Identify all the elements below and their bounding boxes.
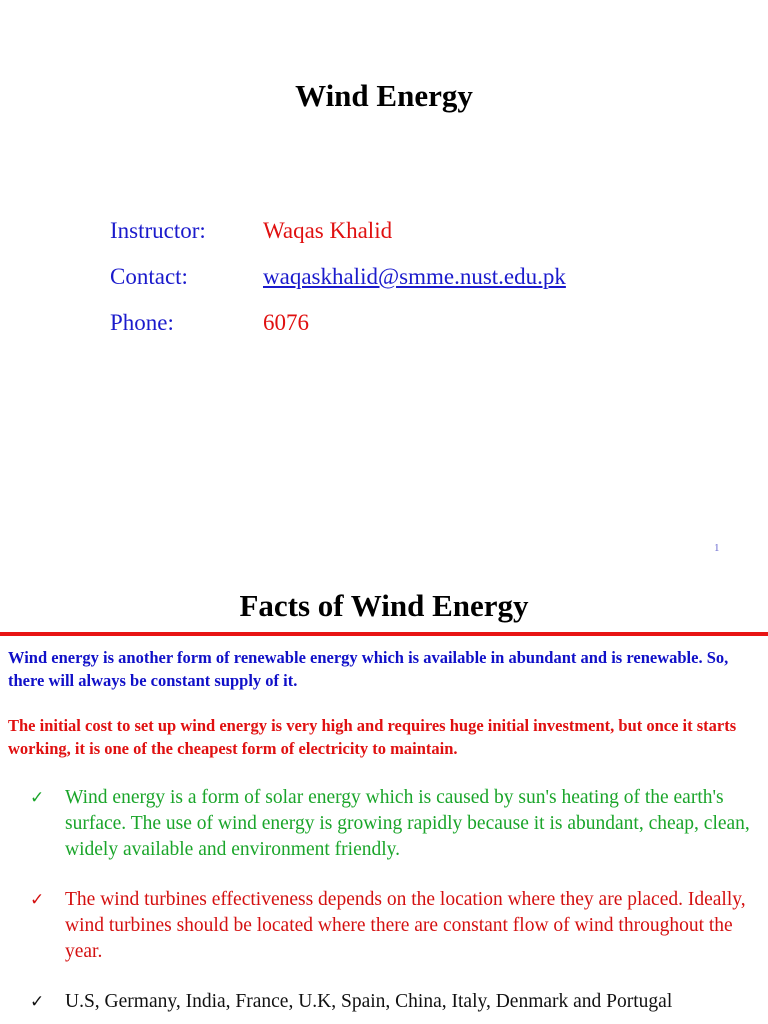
slide-2 xyxy=(0,576,768,1024)
instructor-name: Waqas Khalid xyxy=(263,218,393,243)
paragraph-renewable: Wind energy is another form of renewable energy which is available in abundant and is renewable. So, there will always be constant supply of it. xyxy=(8,648,729,690)
contact-label: Contact: xyxy=(110,264,188,289)
phone-value: 6076 xyxy=(263,310,309,335)
bullet-text: Wind energy is a form of solar energy which is caused by sun's heating of the earth's surface. The use of wind energy is growing rapidly because it is abundant, cheap, clean, widely available and environment friendly. xyxy=(65,787,750,860)
bullet-text: U.S, Germany, India, France, U.K, Spain, China, Italy, Denmark and Portugal xyxy=(65,991,673,1012)
paragraph-initial-cost: The initial cost to set up wind energy is very high and requires huge initial investment, but once it starts working, it is one of the cheapest form of electricity to maintain. xyxy=(8,716,737,758)
title-divider xyxy=(0,632,768,636)
checkmark-icon: ✓ xyxy=(30,890,45,910)
slide-title: Facts of Wind Energy xyxy=(239,588,529,623)
checkmark-icon: ✓ xyxy=(30,788,45,808)
phone-label: Phone: xyxy=(110,310,174,335)
bullet-text: The wind turbines effectiveness depends on the location where they are placed. Ideally, wind turbines should be located where there are constant flow of wind throughout the year. xyxy=(65,889,746,962)
contact-email-link[interactable]: waqaskhalid@smme.nust.edu.pk xyxy=(263,264,566,289)
contact-cell xyxy=(263,262,566,292)
checkmark-icon: ✓ xyxy=(30,992,45,1012)
slide-title: Wind Energy xyxy=(295,78,473,113)
slide-number: 1 xyxy=(714,542,720,554)
instructor-label: Instructor: xyxy=(110,218,206,243)
